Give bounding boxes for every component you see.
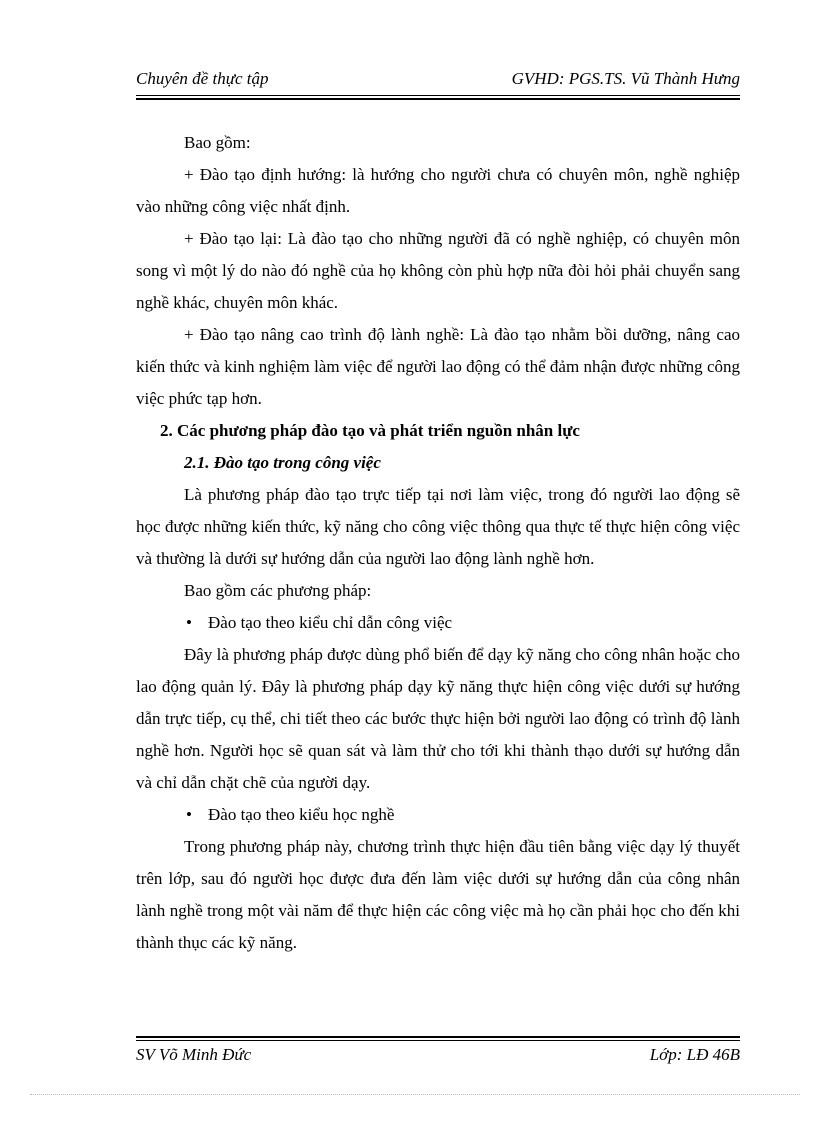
paragraph: + Đào tạo lại: Là đào tạo cho những người đã có nghề nghiệp, có chuyên môn song vì một lý do nào đó nghề của họ không còn phù hợp nữa đòi hỏi phải chuyển sang nghề khác, chuyên môn khác. (136, 229, 740, 312)
bullet-icon: • (186, 805, 192, 824)
paragraph: Bao gồm: (184, 133, 251, 152)
bullet-text: Đào tạo theo kiểu học nghề (208, 805, 395, 824)
header-left: Chuyên đề thực tập (136, 69, 269, 88)
page-bottom-dotted-line (30, 1094, 800, 1095)
paragraph: Là phương pháp đào tạo trực tiếp tại nơi làm việc, trong đó người lao động sẽ học được những kiến thức, kỹ năng cho công việc thông qua thực tế thực hiện công việc và thường là dưới sự hướng dẫn của người lao động lành nghề hơn. (136, 485, 740, 568)
section-heading: 2. Các phương pháp đào tạo và phát triển nguồn nhân lực (160, 421, 580, 440)
subsection-heading: 2.1. Đào tạo trong công việc (184, 453, 381, 472)
footer-rule-thick (136, 1036, 740, 1038)
bullet-item (136, 607, 740, 639)
header-rule-thin (136, 95, 740, 96)
bullet-text: Đào tạo theo kiểu chỉ dẫn công việc (208, 613, 453, 632)
paragraph: Bao gồm các phương pháp: (184, 581, 372, 600)
page-header (136, 68, 740, 90)
paragraph: + Đào tạo định hướng: là hướng cho người chưa có chuyên môn, nghề nghiệp vào những công việc nhất định. (136, 165, 740, 216)
bullet-icon: • (186, 613, 192, 632)
page-content (136, 127, 740, 959)
footer-left: SV Võ Minh Đức (136, 1045, 252, 1064)
bullet-item (136, 799, 740, 831)
footer-rule-thin (136, 1040, 740, 1041)
header-rule-thick (136, 98, 740, 100)
paragraph: Trong phương pháp này, chương trình thực hiện đầu tiên bằng việc dạy lý thuyết trên lớp, sau đó người học được đưa đến làm việc dưới sự hướng dẫn của công nhân lành nghề trong một vài năm để thực hiện các công việc mà họ cần phải học cho đến khi thành thục các kỹ năng. (136, 837, 740, 952)
page-footer (136, 1044, 740, 1066)
header-right: GVHD: PGS.TS. Vũ Thành Hưng (511, 69, 740, 88)
paragraph: Đây là phương pháp được dùng phổ biến để dạy kỹ năng cho công nhân hoặc cho lao động quản lý. Đây là phương pháp dạy kỹ năng thực hiện công việc dưới sự hướng dẫn trực tiếp, cụ thể, chi tiết theo các bước thực hiện bởi người lao động có trình độ lành nghề hơn. Người học sẽ quan sát và làm thử cho tới khi thành thạo dưới sự hướng dẫn và chỉ dẫn chặt chẽ của người dạy. (136, 645, 740, 792)
paragraph: + Đào tạo nâng cao trình độ lành nghề: Là đào tạo nhằm bồi dưỡng, nâng cao kiến thức và kinh nghiệm làm việc để người lao động có thể đảm nhận được những công việc phức tạp hơn. (136, 325, 740, 408)
footer-right: Lớp: LĐ 46B (649, 1045, 740, 1064)
